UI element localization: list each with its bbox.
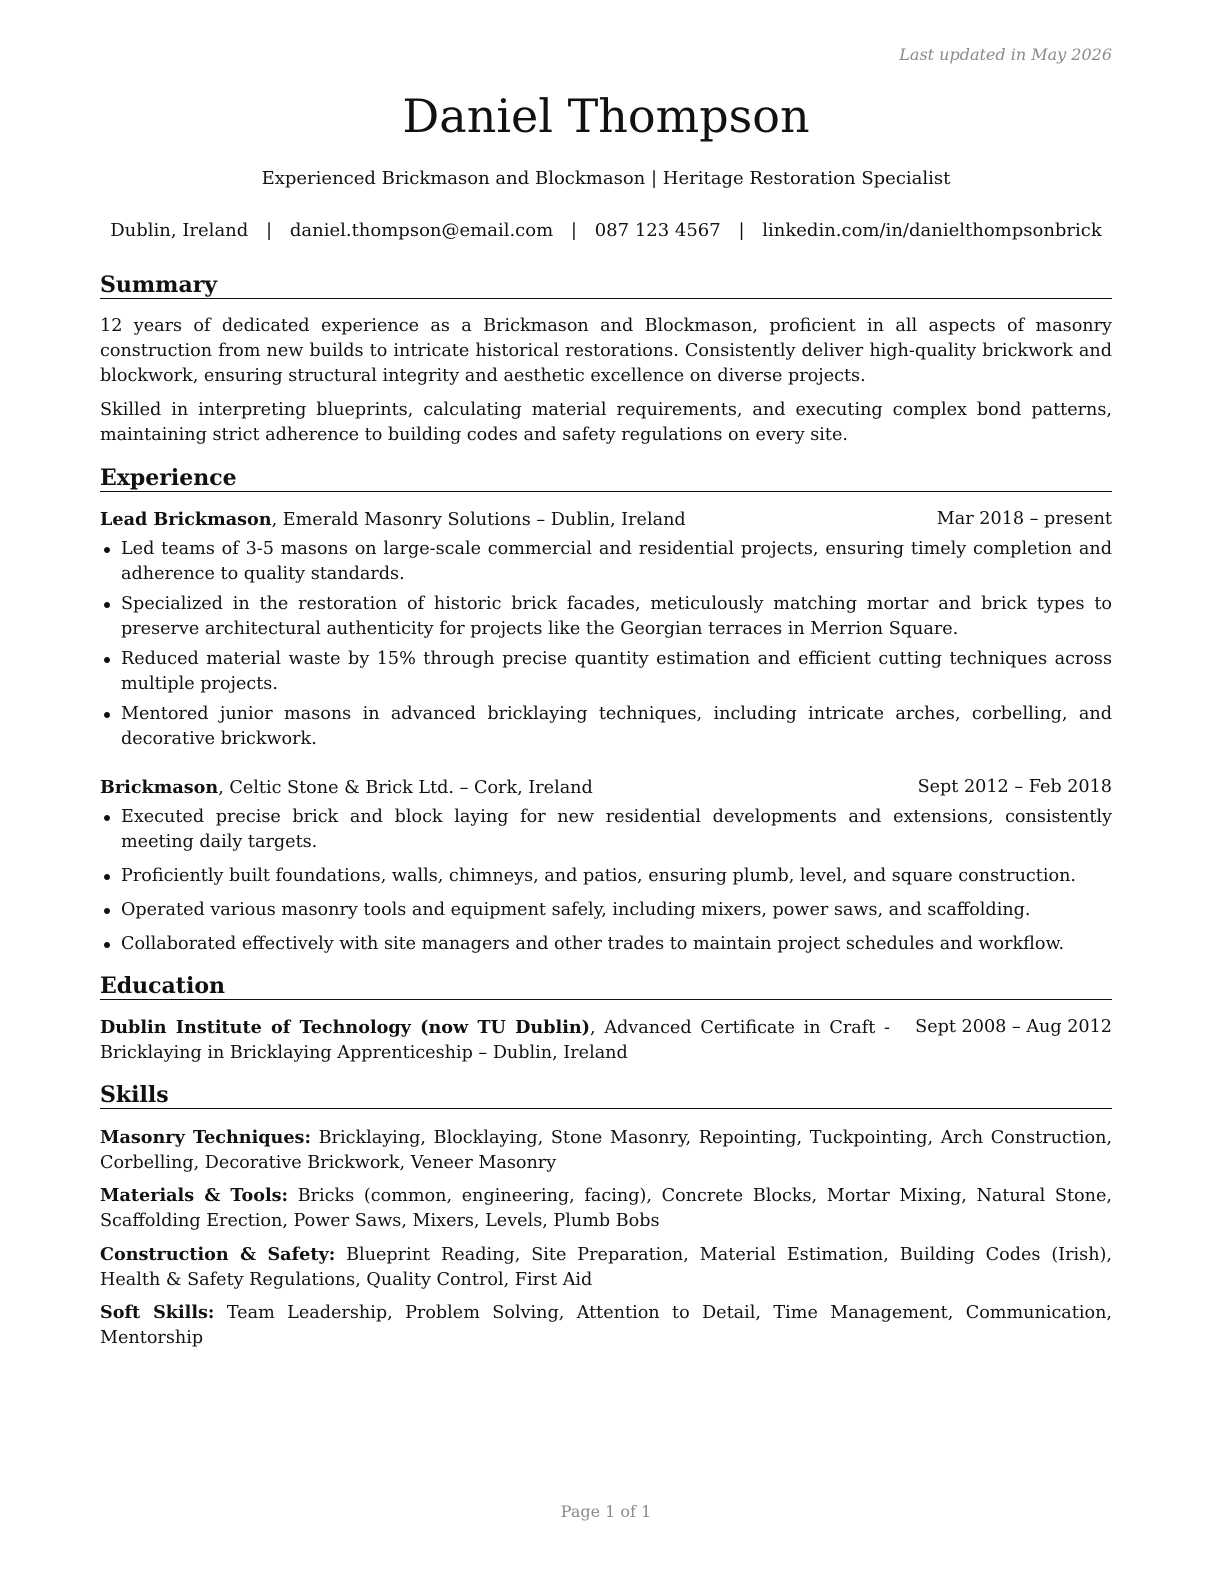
job-bullet: Mentored junior masons in advanced bricklaying techniques, including intricate arches, corbelling, and decorative brickwork. bbox=[100, 702, 1112, 752]
skill-group bbox=[100, 1300, 1112, 1351]
job-dates: Mar 2018 – present bbox=[936, 509, 1112, 529]
job-header bbox=[100, 775, 1112, 801]
job-bullet: Led teams of 3-5 masons on large-scale commercial and residential projects, ensuring timely completion and adherence to quality standards. bbox=[100, 537, 1112, 587]
job-bullet: Reduced material waste by 15% through precise quantity estimation and efficient cutting techniques across multiple projects. bbox=[100, 647, 1112, 697]
skill-group bbox=[100, 1183, 1112, 1234]
skill-value: Team Leadership, Problem Solving, Attention to Detail, Time Management, Communication, Mentorship bbox=[100, 1303, 1112, 1348]
section-title-experience: Experience bbox=[100, 465, 1112, 492]
contact-separator: | bbox=[570, 220, 577, 241]
resume-page bbox=[100, 0, 1112, 1584]
job-header bbox=[100, 507, 1112, 533]
section-title-education: Education bbox=[100, 973, 1112, 1000]
job-role: Lead Brickmason bbox=[100, 509, 272, 530]
headline: Experienced Brickmason and Blockmason | Heritage Restoration Specialist bbox=[261, 168, 951, 189]
skill-value: Bricks (common, engineering, facing), Concrete Blocks, Mortar Mixing, Natural Stone, Scaffolding Erection, Power Saws, Mixers, Levels, Plumb Bobs bbox=[100, 1186, 1112, 1231]
summary-paragraph: 12 years of dedicated experience as a Brickmason and Blockmason, proficient in all aspects of masonry construction from new builds to intricate historical restorations. Consistently deliver high-quality brickwork and blockwork, ensuring structural integrity and aesthetic excellence on diverse projects. bbox=[100, 316, 1112, 386]
contact-linkedin[interactable]: linkedin.com/in/danielthompsonbrick bbox=[762, 220, 1102, 241]
last-updated-note: Last updated in May 2026 bbox=[899, 45, 1112, 64]
education-details: , Advanced Certificate in Craft - Bricklaying in Bricklaying Apprenticeship – Dublin, Ireland bbox=[100, 1018, 890, 1063]
section-title-skills: Skills bbox=[100, 1082, 1112, 1109]
job-bullet: Collaborated effectively with site managers and other trades to maintain project schedules and workflow. bbox=[100, 932, 1112, 957]
candidate-name: Daniel Thompson bbox=[402, 89, 810, 143]
summary-paragraph: Skilled in interpreting blueprints, calculating material requirements, and executing complex bond patterns, maintaining strict adherence to building codes and safety regulations on every site. bbox=[100, 400, 1112, 445]
contact-separator: | bbox=[738, 220, 745, 241]
contact-phone[interactable]: 087 123 4567 bbox=[594, 220, 721, 241]
job-bullet: Operated various masonry tools and equipment safely, including mixers, power saws, and scaffolding. bbox=[100, 898, 1112, 923]
education-entry bbox=[100, 1015, 1112, 1066]
contact-location: Dublin, Ireland bbox=[110, 220, 249, 241]
skill-label: Materials & Tools: bbox=[100, 1185, 289, 1206]
skill-value: Bricklaying, Blocklaying, Stone Masonry, Repointing, Tuckpointing, Arch Construction, Corbelling, Decorative Brickwork, Veneer Masonry bbox=[100, 1128, 1112, 1173]
education-text bbox=[100, 1015, 890, 1066]
skill-label: Construction & Safety: bbox=[100, 1244, 336, 1265]
job-bullets bbox=[100, 805, 1112, 957]
job-bullets bbox=[100, 537, 1112, 752]
skill-label: Soft Skills: bbox=[100, 1302, 215, 1323]
contact-line bbox=[100, 220, 1112, 242]
page-number: Page 1 of 1 bbox=[560, 1502, 652, 1521]
job-dates: Sept 2012 – Feb 2018 bbox=[917, 777, 1112, 797]
skill-group bbox=[100, 1125, 1112, 1176]
job-company: , Emerald Masonry Solutions – Dublin, Ireland bbox=[271, 510, 686, 530]
job-role: Brickmason bbox=[100, 777, 219, 798]
education-dates: Sept 2008 – Aug 2012 bbox=[915, 1017, 1112, 1037]
job-bullet: Specialized in the restoration of historic brick facades, meticulously matching mortar and brick types to preserve architectural authenticity for projects like the Georgian terraces in Merrion Square. bbox=[100, 592, 1112, 642]
contact-email[interactable]: daniel.thompson@email.com bbox=[289, 220, 554, 241]
skill-value: Blueprint Reading, Site Preparation, Material Estimation, Building Codes (Irish), Health & Safety Regulations, Quality Control, First Aid bbox=[100, 1245, 1112, 1290]
job-bullet: Proficiently built foundations, walls, chimneys, and patios, ensuring plumb, level, and square construction. bbox=[100, 864, 1112, 889]
skill-group bbox=[100, 1242, 1112, 1293]
skill-label: Masonry Techniques: bbox=[100, 1127, 311, 1148]
education-institution: Dublin Institute of Technology (now TU Dublin) bbox=[100, 1017, 590, 1038]
contact-separator: | bbox=[266, 220, 273, 241]
job-bullet: Executed precise brick and block laying for new residential developments and extensions, consistently meeting daily targets. bbox=[100, 805, 1112, 855]
job-company: , Celtic Stone & Brick Ltd. – Cork, Ireland bbox=[218, 778, 593, 798]
section-title-summary: Summary bbox=[100, 272, 1112, 299]
